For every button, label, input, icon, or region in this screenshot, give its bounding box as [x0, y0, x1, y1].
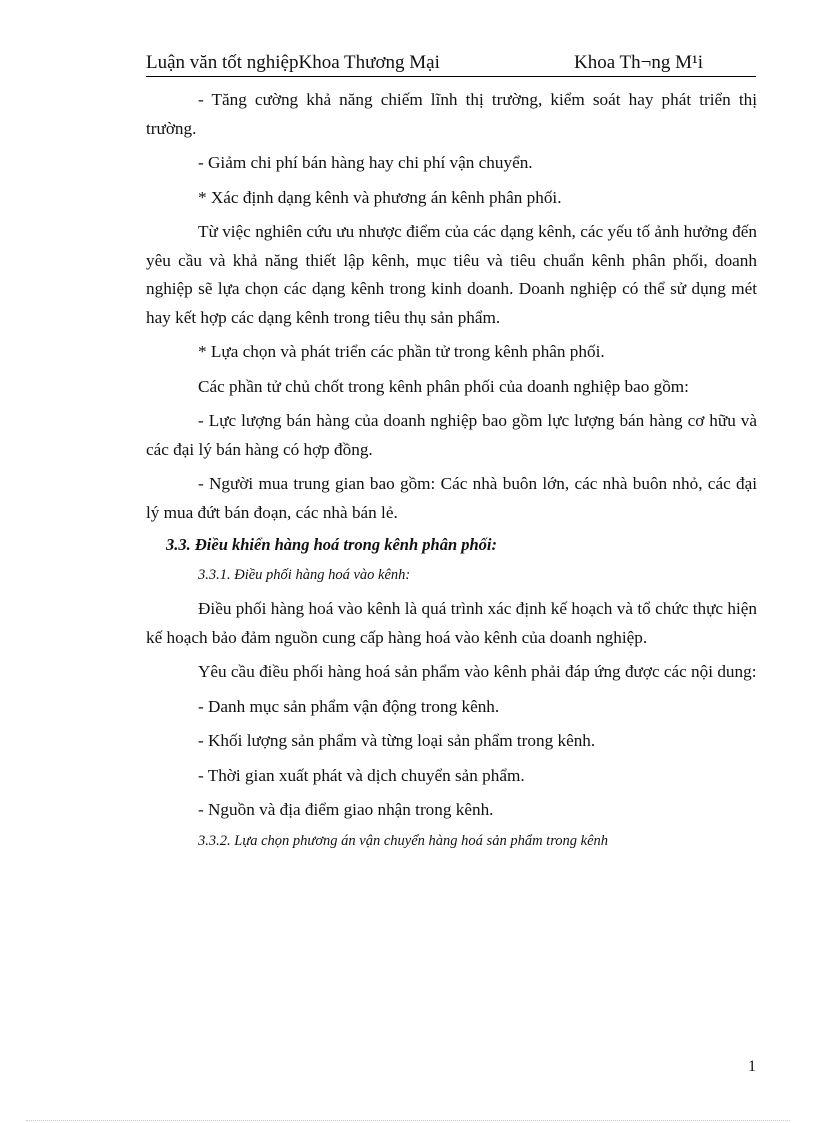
paragraph-9: Điều phối hàng hoá vào kênh là quá trình xác định kế hoạch và tổ chức thực hiện kế hoạch bảo đảm nguồn cung cấp hàng hoá vào kênh của doanh nghiệp. [146, 599, 757, 647]
paragraph-11: - Danh mục sản phẩm vận động trong kênh. [198, 696, 500, 716]
paragraph-10: Yêu cầu điều phối hàng hoá sản phẩm vào kênh phải đáp ứng được các nội dung: [198, 662, 757, 681]
page-bottom-divider [26, 1120, 790, 1121]
paragraph-13: - Thời gian xuất phát và dịch chuyển sản phẩm. [198, 765, 525, 785]
paragraph-8: - Người mua trung gian bao gồm: Các nhà buôn lớn, các nhà buôn nhỏ, các đại lý mua đứt bán đoạn, các nhà bán lẻ. [146, 474, 757, 522]
paragraph-12: - Khối lượng sản phẩm và từng loại sản phẩm trong kênh. [198, 731, 596, 750]
page-header [146, 50, 756, 77]
paragraph-7: - Lực lượng bán hàng của doanh nghiệp bao gồm lực lượng bán hàng cơ hữu và các đại lý bán hàng có hợp đồng. [146, 411, 757, 459]
header-right-title: Khoa Th¬ng M¹i [574, 52, 704, 73]
paragraph-2: - Giảm chi phí bán hàng hay chi phí vận chuyển. [198, 153, 533, 172]
section-title: Điều khiển hàng hoá trong kênh phân phối: [194, 535, 498, 554]
paragraph-4: Từ việc nghiên cứu ưu nhược điểm của các dạng kênh, các yếu tố ảnh hưởng đến yêu cầu và khả năng thiết lập kênh, mục tiêu và tiêu chuẩn kênh phân phối, doanh nghiệp sẽ lựa chọn các dạng kênh trong kinh doanh. Doanh nghiệp có thể sử dụng mét hay kết hợp các dạng kênh trong tiêu thụ sản phẩm. [146, 222, 757, 327]
paragraph-1: - Tăng cường khả năng chiếm lĩnh thị trường, kiểm soát hay phát triển thị trường. [146, 90, 757, 138]
paragraph-3: * Xác định dạng kênh và phương án kênh phân phối. [198, 187, 562, 207]
header-left-title: Luận văn tốt nghiệpKhoa Thương Mại [146, 52, 440, 73]
section-heading-3-3 [146, 531, 757, 559]
paragraph-14: - Nguồn và địa điểm giao nhận trong kênh. [198, 800, 494, 819]
section-number: 3.3. [166, 535, 191, 554]
subsection-heading-3-3-1: 3.3.1. Điều phối hàng hoá vào kênh: [198, 567, 411, 583]
body-content [146, 86, 757, 855]
paragraph-6: Các phần tử chủ chốt trong kênh phân phối của doanh nghiệp bao gồm: [198, 376, 689, 396]
subsection-heading-3-3-2: 3.3.2. Lựa chọn phương án vận chuyển hàng hoá sản phẩm trong kênh [198, 832, 609, 849]
paragraph-5: * Lựa chọn và phát triển các phần tử trong kênh phân phối. [198, 342, 605, 361]
page-number: 1 [748, 1058, 756, 1075]
